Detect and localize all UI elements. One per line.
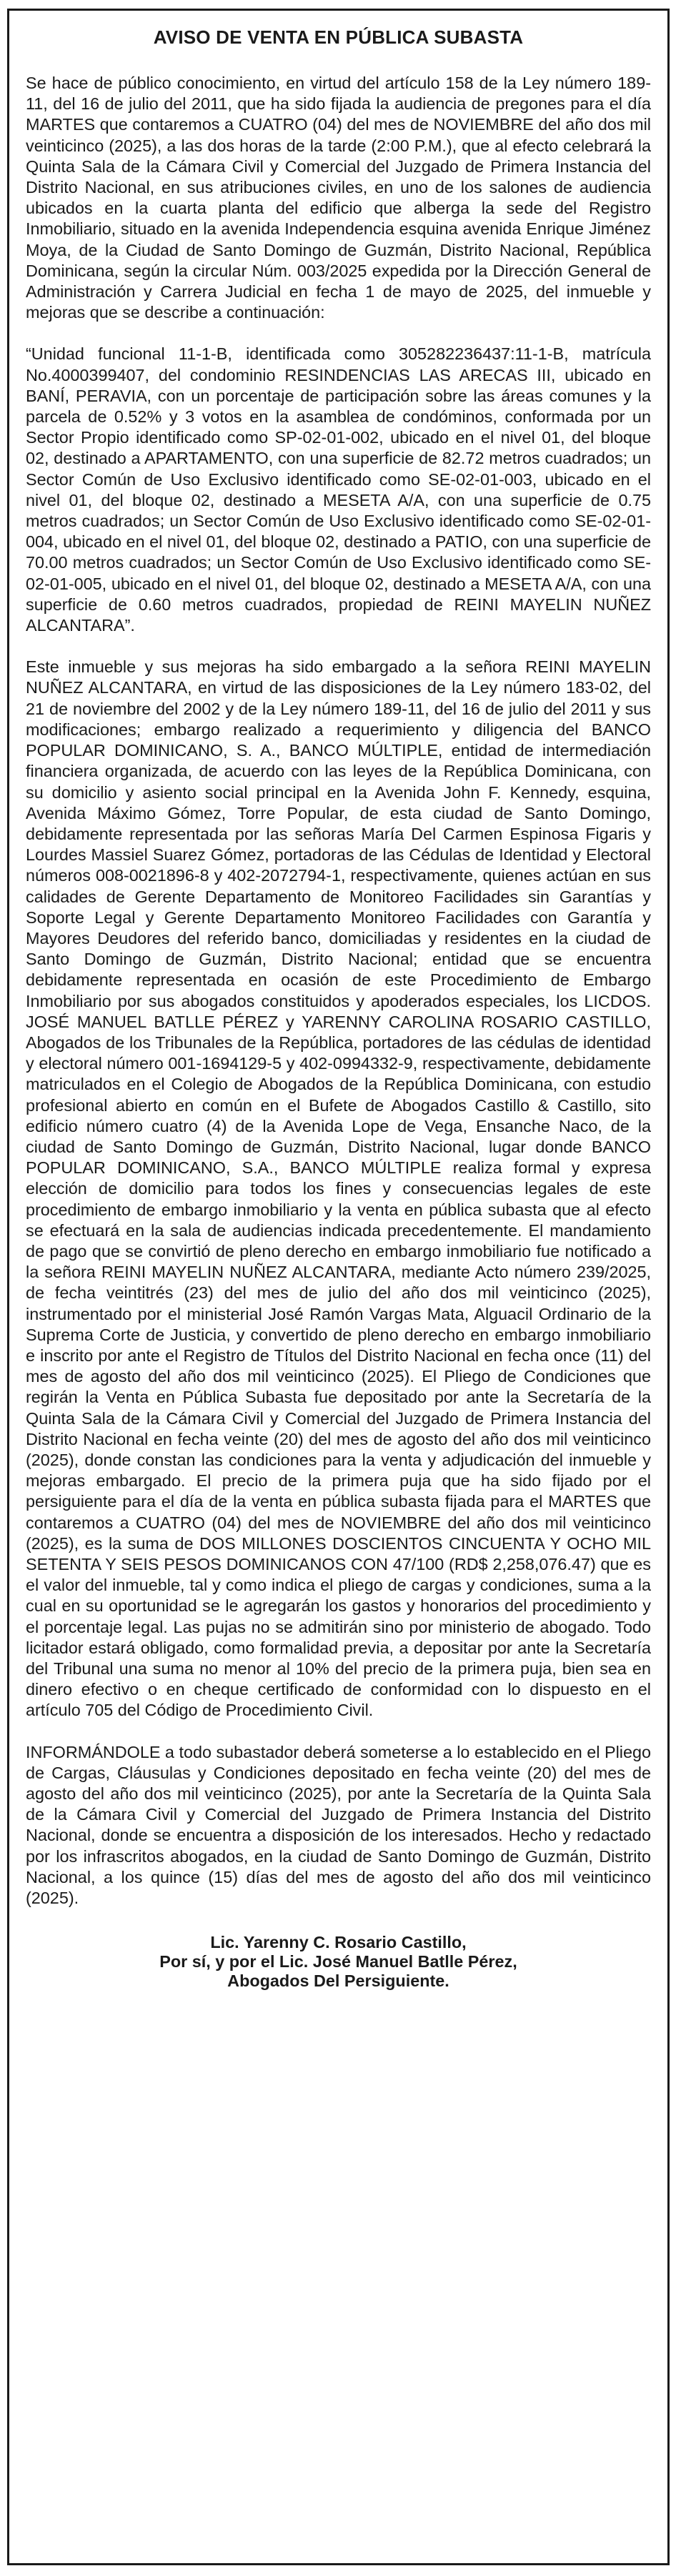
signature-role: Abogados Del Persiguiente.	[227, 1971, 449, 1991]
paragraph-spacer	[26, 636, 651, 657]
signature-name: Lic. Yarenny C. Rosario Castillo,	[210, 1933, 467, 1952]
notice-title: AVISO DE VENTA EN PÚBLICA SUBASTA	[153, 26, 524, 48]
paragraph-seizure-details: Este inmueble y sus mejoras ha sido embargado a la señora REINI MAYELIN NUÑEZ ALCANTARA, en virtud de las disposiciones de la Ley número 183-02, del 21 de noviembre del 2002 y de la Ley número 189-11, del 16 de julio del 2011 y sus modificaciones; embargo realizado a requerimiento y diligencia del BANCO POPULAR DOMINICANO, S. A., BANCO MÚLTIPLE, entidad de intermediación financiera organizada, de acuerdo con las leyes de la República Dominicana, con su domicilio y asiento social principal en la Avenida John F. Kennedy, esquina, Avenida Máximo Gómez, Torre Popular, de esta ciudad de Santo Domingo, debidamente representada por las señoras María Del Carmen Espinosa Figaris y Lourdes Massiel Suarez Gómez, portadoras de las Cédulas de Identidad y Electoral números 008-0021896-8 y 402-2072794-1, respectivamente, quienes actúan en sus calidades de Gerente Departamento de Monitoreo Facilidades sin Garantías y Soporte Legal y Gerente Departamento Monitoreo Facilidades con Garantía y Mayores Deudores del referido banco, domiciliadas y residentes en la ciudad de Santo Domingo de Guzmán, Distrito Nacional; entidad que se encuentra debidamente representada en ocasión de este Procedimiento de Embargo Inmobiliario por sus abogados constituidos y apoderados especiales, los LICDOS. JOSÉ MANUEL BATLLE PÉREZ y YARENNY CAROLINA ROSARIO CASTILLO, Abogados de los Tribunales de la República, portadores de las cédulas de identidad y electoral número 001-1694129-5 y 402-0994332-9, respectivamente, debidamente matriculados en el Colegio de Abogados de la República Dominicana, con estudio profesional abierto en común en el Bufete de Abogados Castillo & Castillo, sito edificio número cuatro (4) de la Avenida Lope de Vega, Ensanche Naco, de la ciudad de Santo Domingo de Guzmán, Distrito Nacional, lugar donde BANCO POPULAR DOMINICANO, S.A., BANCO MÚLTIPLE realiza formal y expresa elección de domicilio para todos los fines y consecuencias legales de este procedimiento de embargo inmobiliario y la venta en pública subasta que al efecto se efectuará en la sala de audiencias indicada precedentemente. El mandamiento de pago que se convirtió de pleno derecho en embargo inmobiliario fue notificado a la señora REINI MAYELIN NUÑEZ ALCANTARA, mediante Acto número 239/2025, de fecha veintitrés (23) del mes de julio del año dos mil veinticinco (2025), instrumentado por el ministerial José Ramón Vargas Mata, Alguacil Ordinario de la Suprema Corte de Justicia, y convertido de pleno derecho en embargo inmobiliario e inscrito por ante el Registro de Títulos del Distrito Nacional en fecha once (11) del mes de agosto del año dos mil veinticinco (2025). El Pliego de Condiciones que regirán la Venta en Pública Subasta fue depositado por ante la Secretaría de la Quinta Sala de la Cámara Civil y Comercial del Juzgado de Primera Instancia del Distrito Nacional en fecha veinte (20) del mes de agosto del año dos mil veinticinco (2025), donde constan las condiciones para la venta y adjudicación del inmueble y mejoras embargado. El precio de la primera puja que ha sido fijado por el persiguiente para el día de la venta en pública subasta fijada para el MARTES que contaremos a CUATRO (04) del mes de NOVIEMBRE del año dos mil veinticinco (2025), es la suma de DOS MILLONES DOSCIENTOS CINCUENTA Y OCHO MIL SETENTA Y SEIS PESOS DOMINICANOS CON 47/100 (RD$ 2,258,076.47) que es el valor del inmueble, tal y como indica el pliego de cargas y condiciones, suma a la cual en su oportunidad se le agregarán los gastos y honorarios del procedimiento y el porcentaje legal. Las pujas no se admitirán sino por ministerio de abogado. Todo licitador estará obligado, como formalidad previa, a depositar por ante la Secretaría del Tribunal una suma no menor al 10% del precio de la primera puja, bien sea en dinero efectivo o en cheque certificado de conformidad con lo dispuesto en el artículo 705 del Código de Procedimiento Civil.	[26, 657, 651, 1720]
paragraph-property-description: “Unidad funcional 11-1-B, identificada como 305282236437:11-1-B, matrícula No.4000399407, del condominio RESINDENCIAS LAS ARECAS III, ubicado en BANÍ, PERAVIA, con un porcentaje de participación sobre las áreas comunes y la parcela de 0.52% y 3 votos en la asamblea de condóminos, conformada por un Sector Propio identificado como SP-02-01-002, ubicado en el nivel 01, del bloque 02, destinado a APARTAMENTO, con una superficie de 82.72 metros cuadrados; un Sector Común de Uso Exclusivo identificado como SE-02-01-003, ubicado en el nivel 01, del bloque 02, destinado a MESETA A/A, con una superficie de 0.75 metros cuadrados; un Sector Común de Uso Exclusivo identificado como SE-02-01-004, ubicado en el nivel 01, del bloque 02, destinado a PATIO, con una superficie de 70.00 metros cuadrados; un Sector Común de Uso Exclusivo identificado como SE-02-01-005, ubicado en el nivel 01, del bloque 02, destinado a MESETA A/A, con una superficie de 0.60 metros cuadrados, propiedad de REINI MAYELIN NUÑEZ ALCANTARA”.	[26, 344, 651, 635]
signature-block	[26, 1933, 651, 1991]
paragraph-spacer	[26, 1721, 651, 1742]
paragraph-spacer	[26, 323, 651, 344]
notice-frame	[7, 9, 670, 2565]
paragraph-bidder-information: INFORMÁNDOLE a todo subastador deberá someterse a lo establecido en el Pliego de Cargas, Cláusulas y Condiciones depositado en fecha veinte (20) del mes de agosto del año dos mil veinticinco (2025), por ante la Secretaría de la Quinta Sala de la Cámara Civil y Comercial del Juzgado de Primera Instancia del Distrito Nacional, donde se encuentra a disposición de los interesados. Hecho y redactado por los infrascritos abogados, en la ciudad de Santo Domingo de Guzmán, Distrito Nacional, a los quince (15) días del mes de agosto del año dos mil veinticinco (2025).	[26, 1742, 652, 1908]
paragraph-hearing-announcement: Se hace de público conocimiento, en virtud del artículo 158 de la Ley número 189-11, del 16 de julio del 2011, que ha sido fijada la audiencia de pregones para el día MARTES que contaremos a CUATRO (04) del mes de NOVIEMBRE del año dos mil veinticinco (2025), a las dos horas de la tarde (2:00 P.M.), que al efecto celebrará la Quinta Sala de la Cámara Civil y Comercial del Juzgado de Primera Instancia del Distrito Nacional, en sus atribuciones civiles, en uno de los salones de audiencia ubicados en la cuarta planta del edificio que alberga la sede del Registro Inmobiliario, situado en la avenida Independencia esquina avenida Enrique Jiménez Moya, de la Ciudad de Santo Domingo de Guzmán, Distrito Nacional, República Dominicana, según la circular Núm. 003/2025 expedida por la Dirección General de Administración y Carrera Judicial en fecha 1 de mayo de 2025, del inmueble y mejoras que se describe a continuación:	[26, 74, 651, 322]
signature-on-behalf: Por sí, y por el Lic. José Manuel Batlle Pérez,	[159, 1952, 517, 1971]
